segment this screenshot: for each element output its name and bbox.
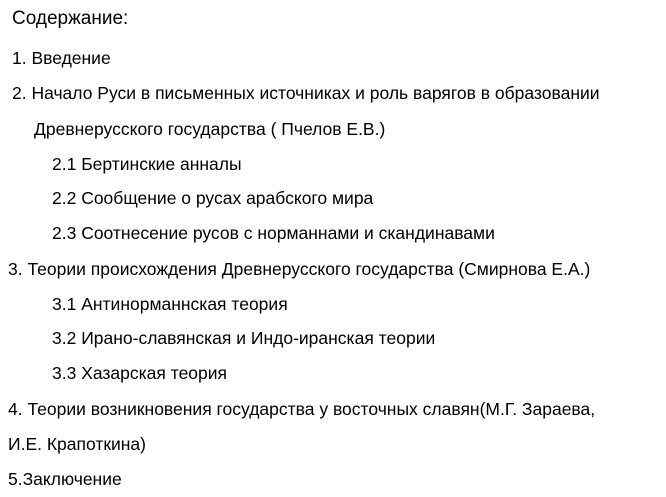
toc-title: Содержание:	[12, 8, 129, 29]
toc-item-section-3-1: 3.1 Антинорманнская теория	[52, 294, 288, 314]
toc-item-section-3: 3. Теории происхождения Древнерусского государства (Смирнова Е.А.)	[8, 259, 591, 279]
toc-item-section-2-1: 2.1 Бертинские анналы	[52, 154, 242, 174]
toc-item-conclusion: 5.Заключение	[8, 469, 122, 489]
toc-item-section-3-3: 3.3 Хазарская теория	[52, 363, 228, 383]
toc-item-section-3-2: 3.2 Ирано-славянская и Индо-иранская теории	[52, 328, 436, 348]
toc-item-section-2-2: 2.2 Сообщение о русах арабского мира	[52, 188, 374, 208]
toc-item-section-4: 4. Теории возникновения государства у восточных славян(М.Г. Зараева,	[8, 399, 596, 419]
toc-item-section-4-continued: И.Е. Крапоткина)	[8, 434, 146, 454]
toc-item-section-2: 2. Начало Руси в письменных источниках и роль варягов в образовании	[12, 83, 600, 103]
toc-item-section-2-3: 2.3 Соотнесение русов с норманнами и скандинавами	[52, 223, 495, 243]
toc-item-introduction: 1. Введение	[12, 48, 111, 68]
toc-item-section-2-continued: Древнерусского государства ( Пчелов Е.В.)	[34, 119, 386, 139]
